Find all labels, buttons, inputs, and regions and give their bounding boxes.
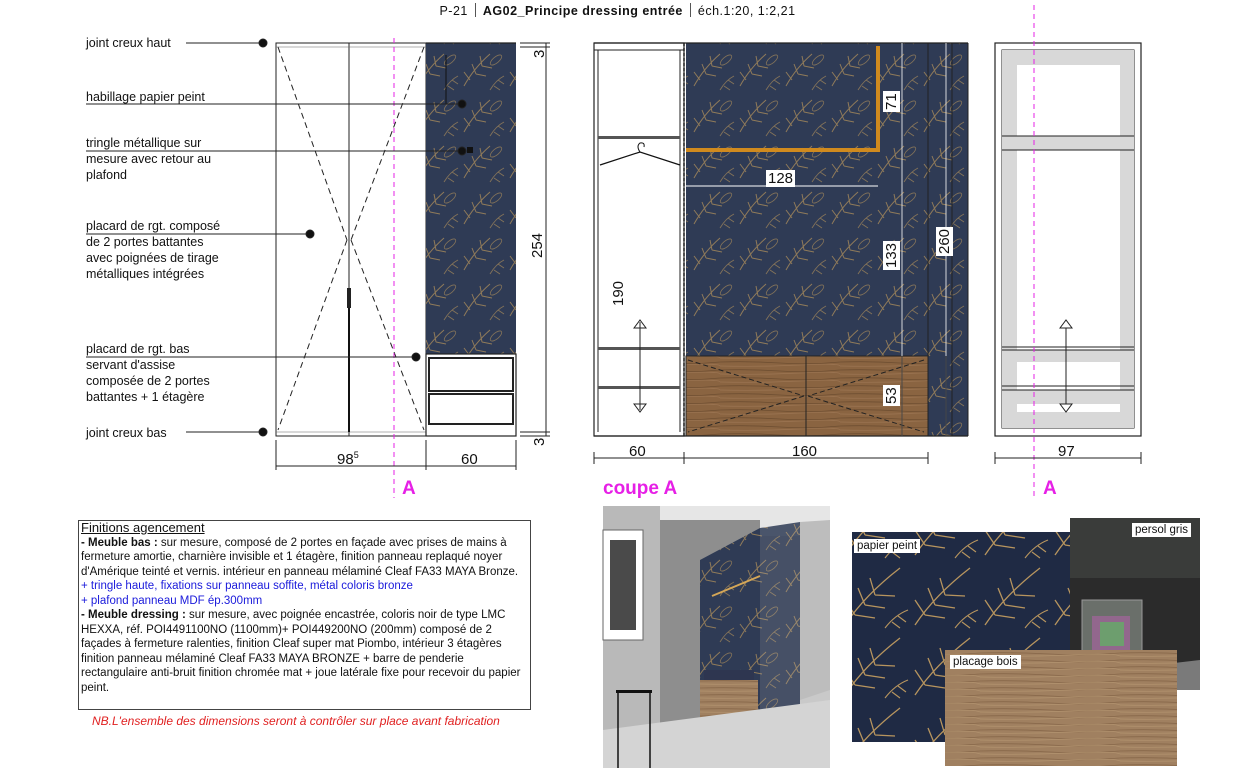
finishing-notes [78,520,531,710]
warning-note: NB.L'ensemble des dimensions seront à contrôler sur place avant fabrication [92,714,500,728]
dim-190: 190 [610,280,627,306]
notes-dressing: - Meuble dressing : sur mesure, avec poignée encastrée, coloris noir de type LMC HEXXA, réf. POI4491100NO (1100mm)+ POI449200NO (200mm) composé de 2 façades à fermeture ralenties, finition Cleaf super mat Piombo, intérieur 3 étagères finition panneau mélaminé Cleaf FA33 MAYA BRONZE + barre de penderie rectangulaire anti-bruit finition chromée mat + joue latérale fixe pour recevoir du papier peint. [81,609,521,694]
dim-front-height: 254 [529,232,546,258]
dim-side-97: 97 [1058,443,1075,460]
section-view [594,43,968,436]
dim-front-width-a: $98^5$ [337,450,359,468]
notes-blue-2: + plafond panneau MDF ép.300mm [81,594,263,607]
dim-71: 71 [883,93,900,110]
dim-front-bottom: 3 [531,437,548,446]
coupe-a-title: coupe A [603,478,678,499]
render-3d [603,506,830,768]
drawing-title: AG02_Principe dressing entrée [482,4,683,18]
label-joint-bas: joint creux bas [86,426,167,440]
dim-front-top: 3 [531,49,548,58]
dim-128: 128 [768,170,794,187]
swatch-label-papier: papier peint [854,539,920,553]
dim-sec-160: 160 [792,443,818,460]
swatch-label-persol: persol gris [1132,523,1191,537]
label-placard-bas: placard de rgt. bas servant d'assise composée de 2 portes battantes + 1 étagère [86,342,210,404]
dim-53: 53 [883,387,900,404]
dim-sec-60: 60 [629,443,646,460]
notes-meuble-bas: - Meuble bas : sur mesure, composé de 2 portes en façade avec prises de mains à fermeture amortie, charnière invisible et 1 étagère, finition panneau replaqué noyer d'Amérique teinté et vernis. intérieur en panneau mélaminé Cleaf FA33 MAYA Bronze. [81,536,519,578]
side-elevation [995,5,1141,498]
notes-blue-1: + tringle haute, fixations sur panneau soffite, métal coloris bronze [81,580,413,592]
label-tringle: tringle métallique sur mesure avec retour au plafond [86,136,212,182]
label-joint-haut: joint creux haut [86,36,171,50]
dim-front-width-b: 60 [461,451,478,468]
page-number: P-21 [439,4,468,18]
label-placard: placard de rgt. composé de 2 portes battantes avec poignées de tirage métalliques intégrées [86,219,221,281]
section-marker-a-front: A [402,478,416,499]
dim-260: 260 [936,228,953,254]
front-elevation [276,38,516,498]
notes-title: Finitions agencement [81,520,205,535]
label-habillage: habillage papier peint [86,90,205,104]
drawing-scale: éch.1:20, 1:2,21 [697,4,796,18]
section-marker-a-side: A [1043,478,1057,499]
swatch-label-placage: placage bois [950,655,1021,669]
dim-133: 133 [883,242,900,268]
material-swatches [852,518,1200,766]
